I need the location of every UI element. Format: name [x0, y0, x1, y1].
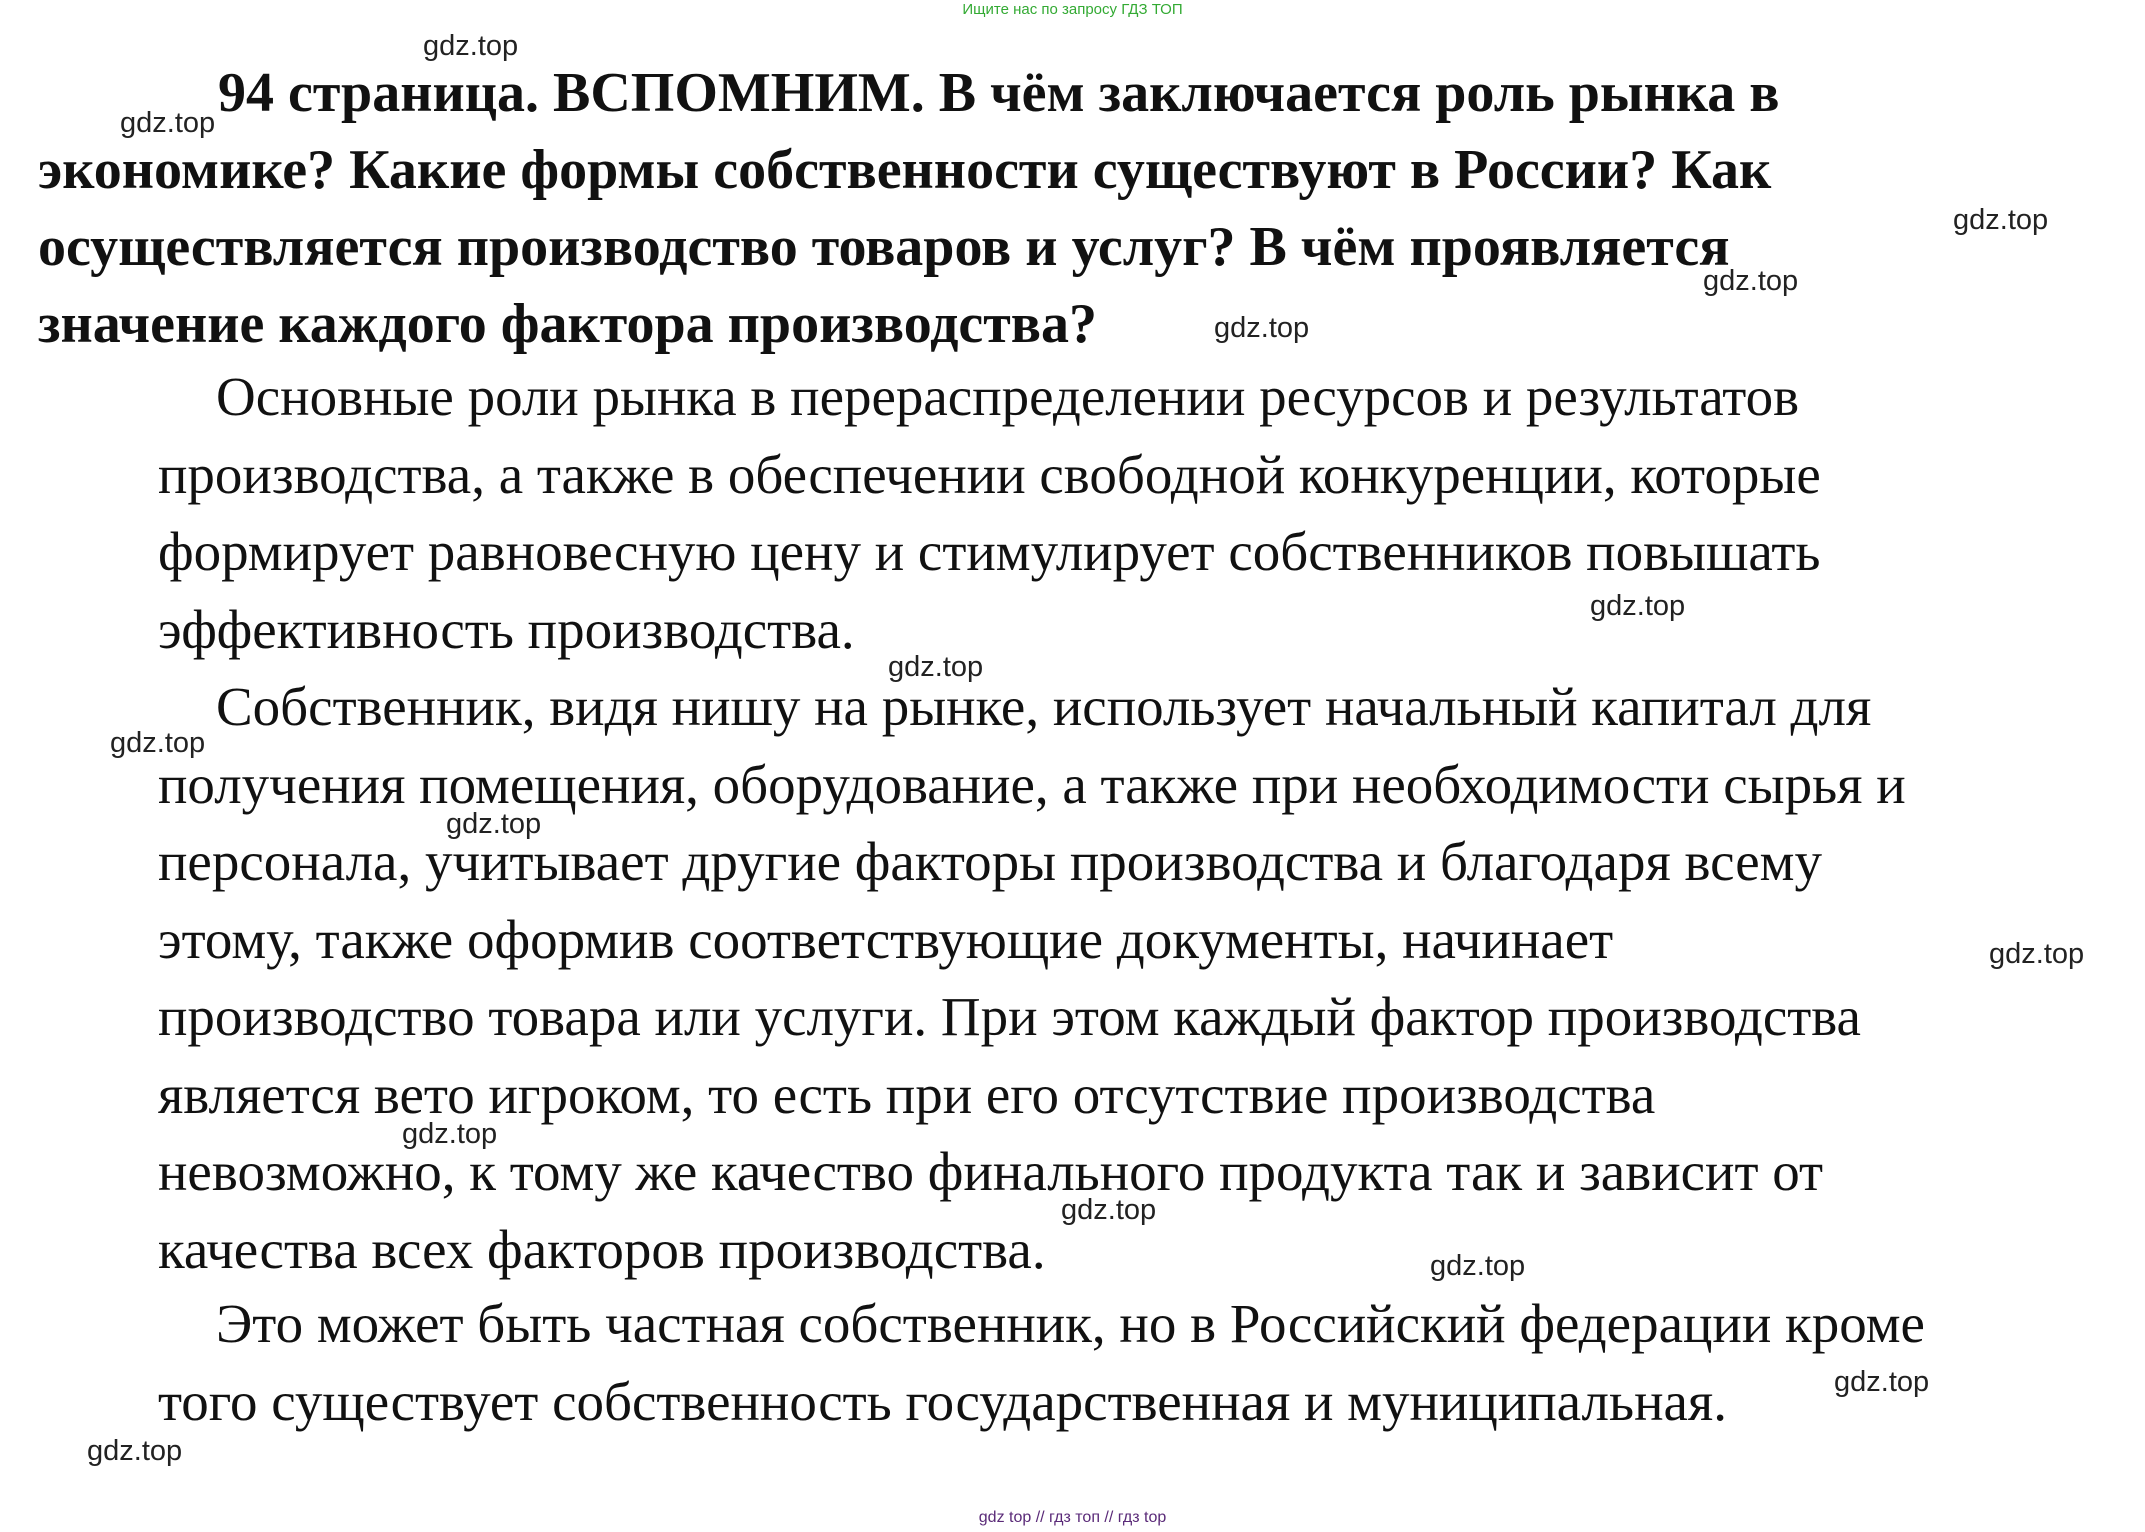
watermark: gdz.top — [888, 651, 984, 683]
question-heading — [38, 55, 2058, 363]
answer-line: формирует равновесную цену и стимулирует собственников повышать — [158, 521, 1821, 582]
watermark: gdz.top — [87, 1435, 183, 1467]
footer-links: gdz top // гдз топ // гдз top — [978, 1509, 1167, 1526]
question-line: экономике? Какие формы собственности существуют в России? Как — [38, 139, 1772, 201]
watermark: gdz.top — [110, 727, 206, 759]
question-line: значение каждого фактора производства? — [38, 293, 1098, 355]
watermark: gdz.top — [1061, 1194, 1157, 1226]
answer-line: качества всех факторов производства. — [158, 1218, 1046, 1280]
answer-line: является вето игроком, то есть при его отсутствие производства — [158, 1063, 1656, 1125]
watermark: gdz.top — [1834, 1366, 1930, 1398]
watermark: gdz.top — [1430, 1250, 1526, 1282]
answer-line: получения помещения, оборудование, а также при необходимости сырья и — [158, 753, 1906, 815]
watermark: gdz.top — [120, 107, 216, 139]
answer-line: производство товара или услуги. При этом каждый фактор производства — [158, 986, 1861, 1047]
answer-line: эффективность производства. — [158, 598, 855, 660]
answer-line: Собственник, видя нишу на рынке, использует начальный капитал для — [216, 676, 1872, 737]
watermark: gdz.top — [402, 1118, 498, 1150]
watermark: gdz.top — [1989, 938, 2085, 970]
question-line: осуществляется производство товаров и услуг? В чём проявляется — [38, 216, 1730, 278]
answer-line: производства, а также в обеспечении свободной конкуренции, которые — [158, 443, 1821, 505]
answer-line: Это может быть частная собственник, но в Российский федерации кроме — [216, 1293, 1925, 1354]
answer-line: персонала, учитывает другие факторы производства и благодаря всему — [158, 831, 1822, 892]
answer-paragraph-1 — [158, 358, 2118, 668]
watermark: gdz.top — [1703, 265, 1799, 297]
answer-line: Основные роли рынка в перераспределении ресурсов и результатов — [216, 366, 1800, 427]
watermark: gdz.top — [423, 30, 519, 62]
watermark: gdz.top — [1590, 590, 1686, 622]
watermark: gdz.top — [1953, 204, 2049, 236]
answer-paragraph-3 — [158, 1285, 2118, 1440]
top-banner: Ищите нас по запросу ГДЗ ТОП — [962, 1, 1183, 18]
answer-line: того существует собственность государственная и муниципальная. — [158, 1370, 1727, 1432]
question-line: 94 страница. ВСПОМНИМ. В чём заключается роль рынка в — [218, 62, 1780, 124]
watermark: gdz.top — [1214, 312, 1310, 344]
watermark: gdz.top — [446, 808, 542, 840]
answer-line: невозможно, к тому же качество финального продукта так и зависит от — [158, 1141, 1824, 1202]
answer-line: этому, также оформив соответствующие документы, начинает — [158, 908, 1614, 970]
